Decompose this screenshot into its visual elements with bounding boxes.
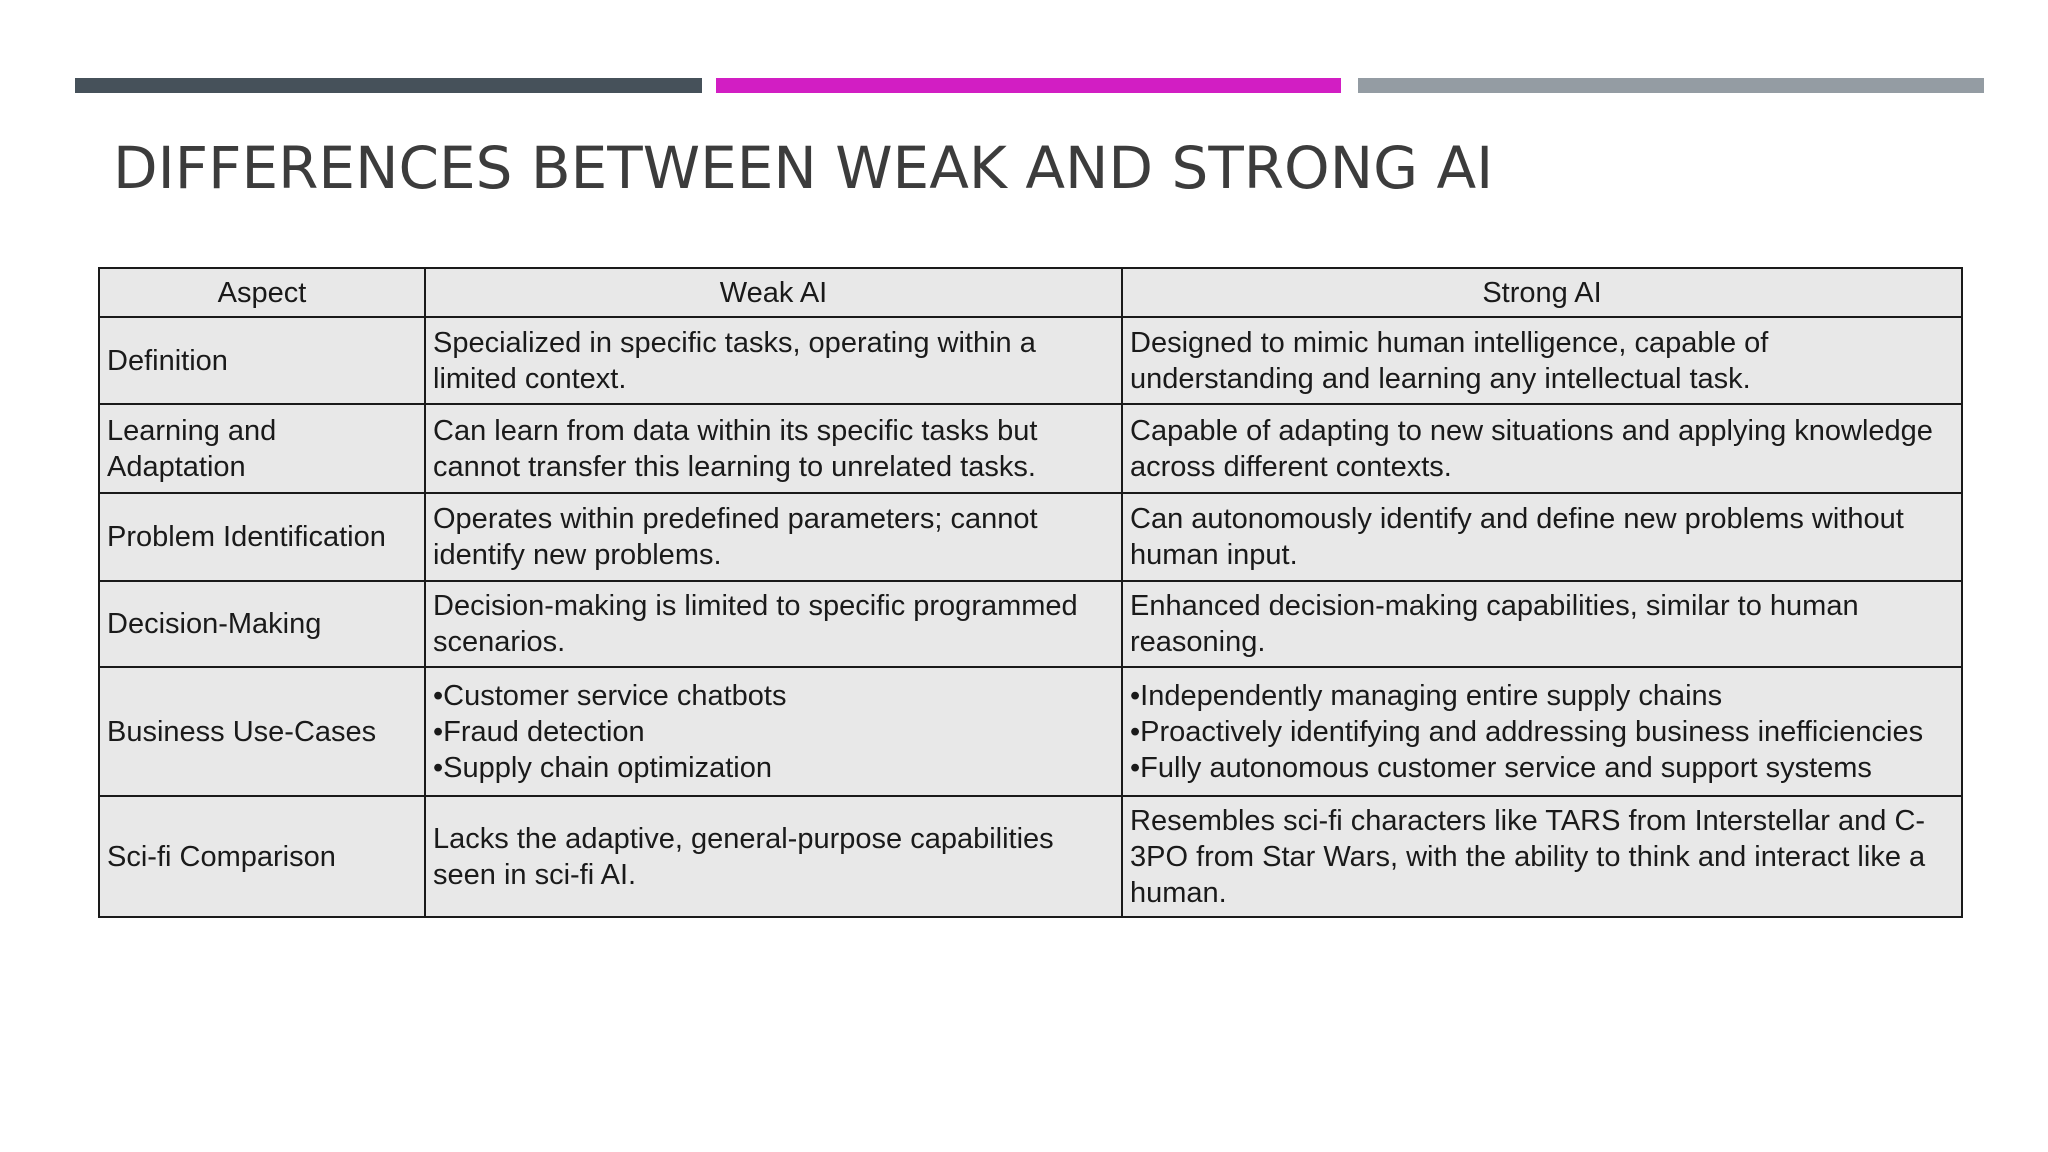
strong-ai-cell (1122, 667, 1962, 796)
weak-ai-cell: Specialized in specific tasks, operating within a limited context. (425, 317, 1122, 404)
accent-bar-magenta (716, 78, 1341, 93)
strong-ai-cell: Capable of adapting to new situations and applying knowledge across different contexts. (1122, 404, 1962, 493)
header-strong-ai: Strong AI (1122, 268, 1962, 317)
slide-title: DIFFERENCES BETWEEN WEAK AND STRONG AI (113, 134, 1494, 202)
weak-ai-bullet: •Supply chain optimization (433, 751, 773, 784)
aspect-cell: Problem Identification (99, 493, 425, 581)
weak-ai-bullet: •Fraud detection (433, 715, 645, 748)
aspect-cell: Definition (99, 317, 425, 404)
aspect-cell: Business Use-Cases (99, 667, 425, 796)
accent-bar-dark (75, 78, 702, 93)
weak-ai-cell (425, 667, 1122, 796)
strong-ai-bullet: •Fully autonomous customer service and support systems (1130, 751, 1872, 784)
table-header-row (99, 268, 1962, 317)
strong-ai-cell: Resembles sci-fi characters like TARS from Interstellar and C-3PO from Star Wars, with the ability to think and interact like a human. (1122, 796, 1962, 917)
weak-ai-cell: Operates within predefined parameters; cannot identify new problems. (425, 493, 1122, 581)
aspect-cell: Decision-Making (99, 581, 425, 667)
comparison-table (98, 267, 1963, 918)
strong-ai-cell: Designed to mimic human intelligence, capable of understanding and learning any intellectual task. (1122, 317, 1962, 404)
aspect-cell: Learning and Adaptation (99, 404, 425, 493)
strong-ai-bullet: •Proactively identifying and addressing business inefficiencies (1130, 715, 1924, 748)
table-row (99, 667, 1962, 796)
table-row (99, 317, 1962, 404)
strong-ai-cell: Can autonomously identify and define new problems without human input. (1122, 493, 1962, 581)
strong-ai-cell: Enhanced decision-making capabilities, similar to human reasoning. (1122, 581, 1962, 667)
aspect-cell: Sci-fi Comparison (99, 796, 425, 917)
table-row (99, 404, 1962, 493)
header-aspect: Aspect (99, 268, 425, 317)
table-row (99, 493, 1962, 581)
weak-ai-cell: Can learn from data within its specific tasks but cannot transfer this learning to unrelated tasks. (425, 404, 1122, 493)
table-row (99, 581, 1962, 667)
header-weak-ai: Weak AI (425, 268, 1122, 317)
accent-bar-gray (1358, 78, 1984, 93)
strong-ai-bullet: •Independently managing entire supply chains (1130, 679, 1723, 712)
weak-ai-cell: Lacks the adaptive, general-purpose capabilities seen in sci-fi AI. (425, 796, 1122, 917)
weak-ai-cell: Decision-making is limited to specific programmed scenarios. (425, 581, 1122, 667)
weak-ai-bullet: •Customer service chatbots (433, 679, 787, 712)
table-row (99, 796, 1962, 917)
